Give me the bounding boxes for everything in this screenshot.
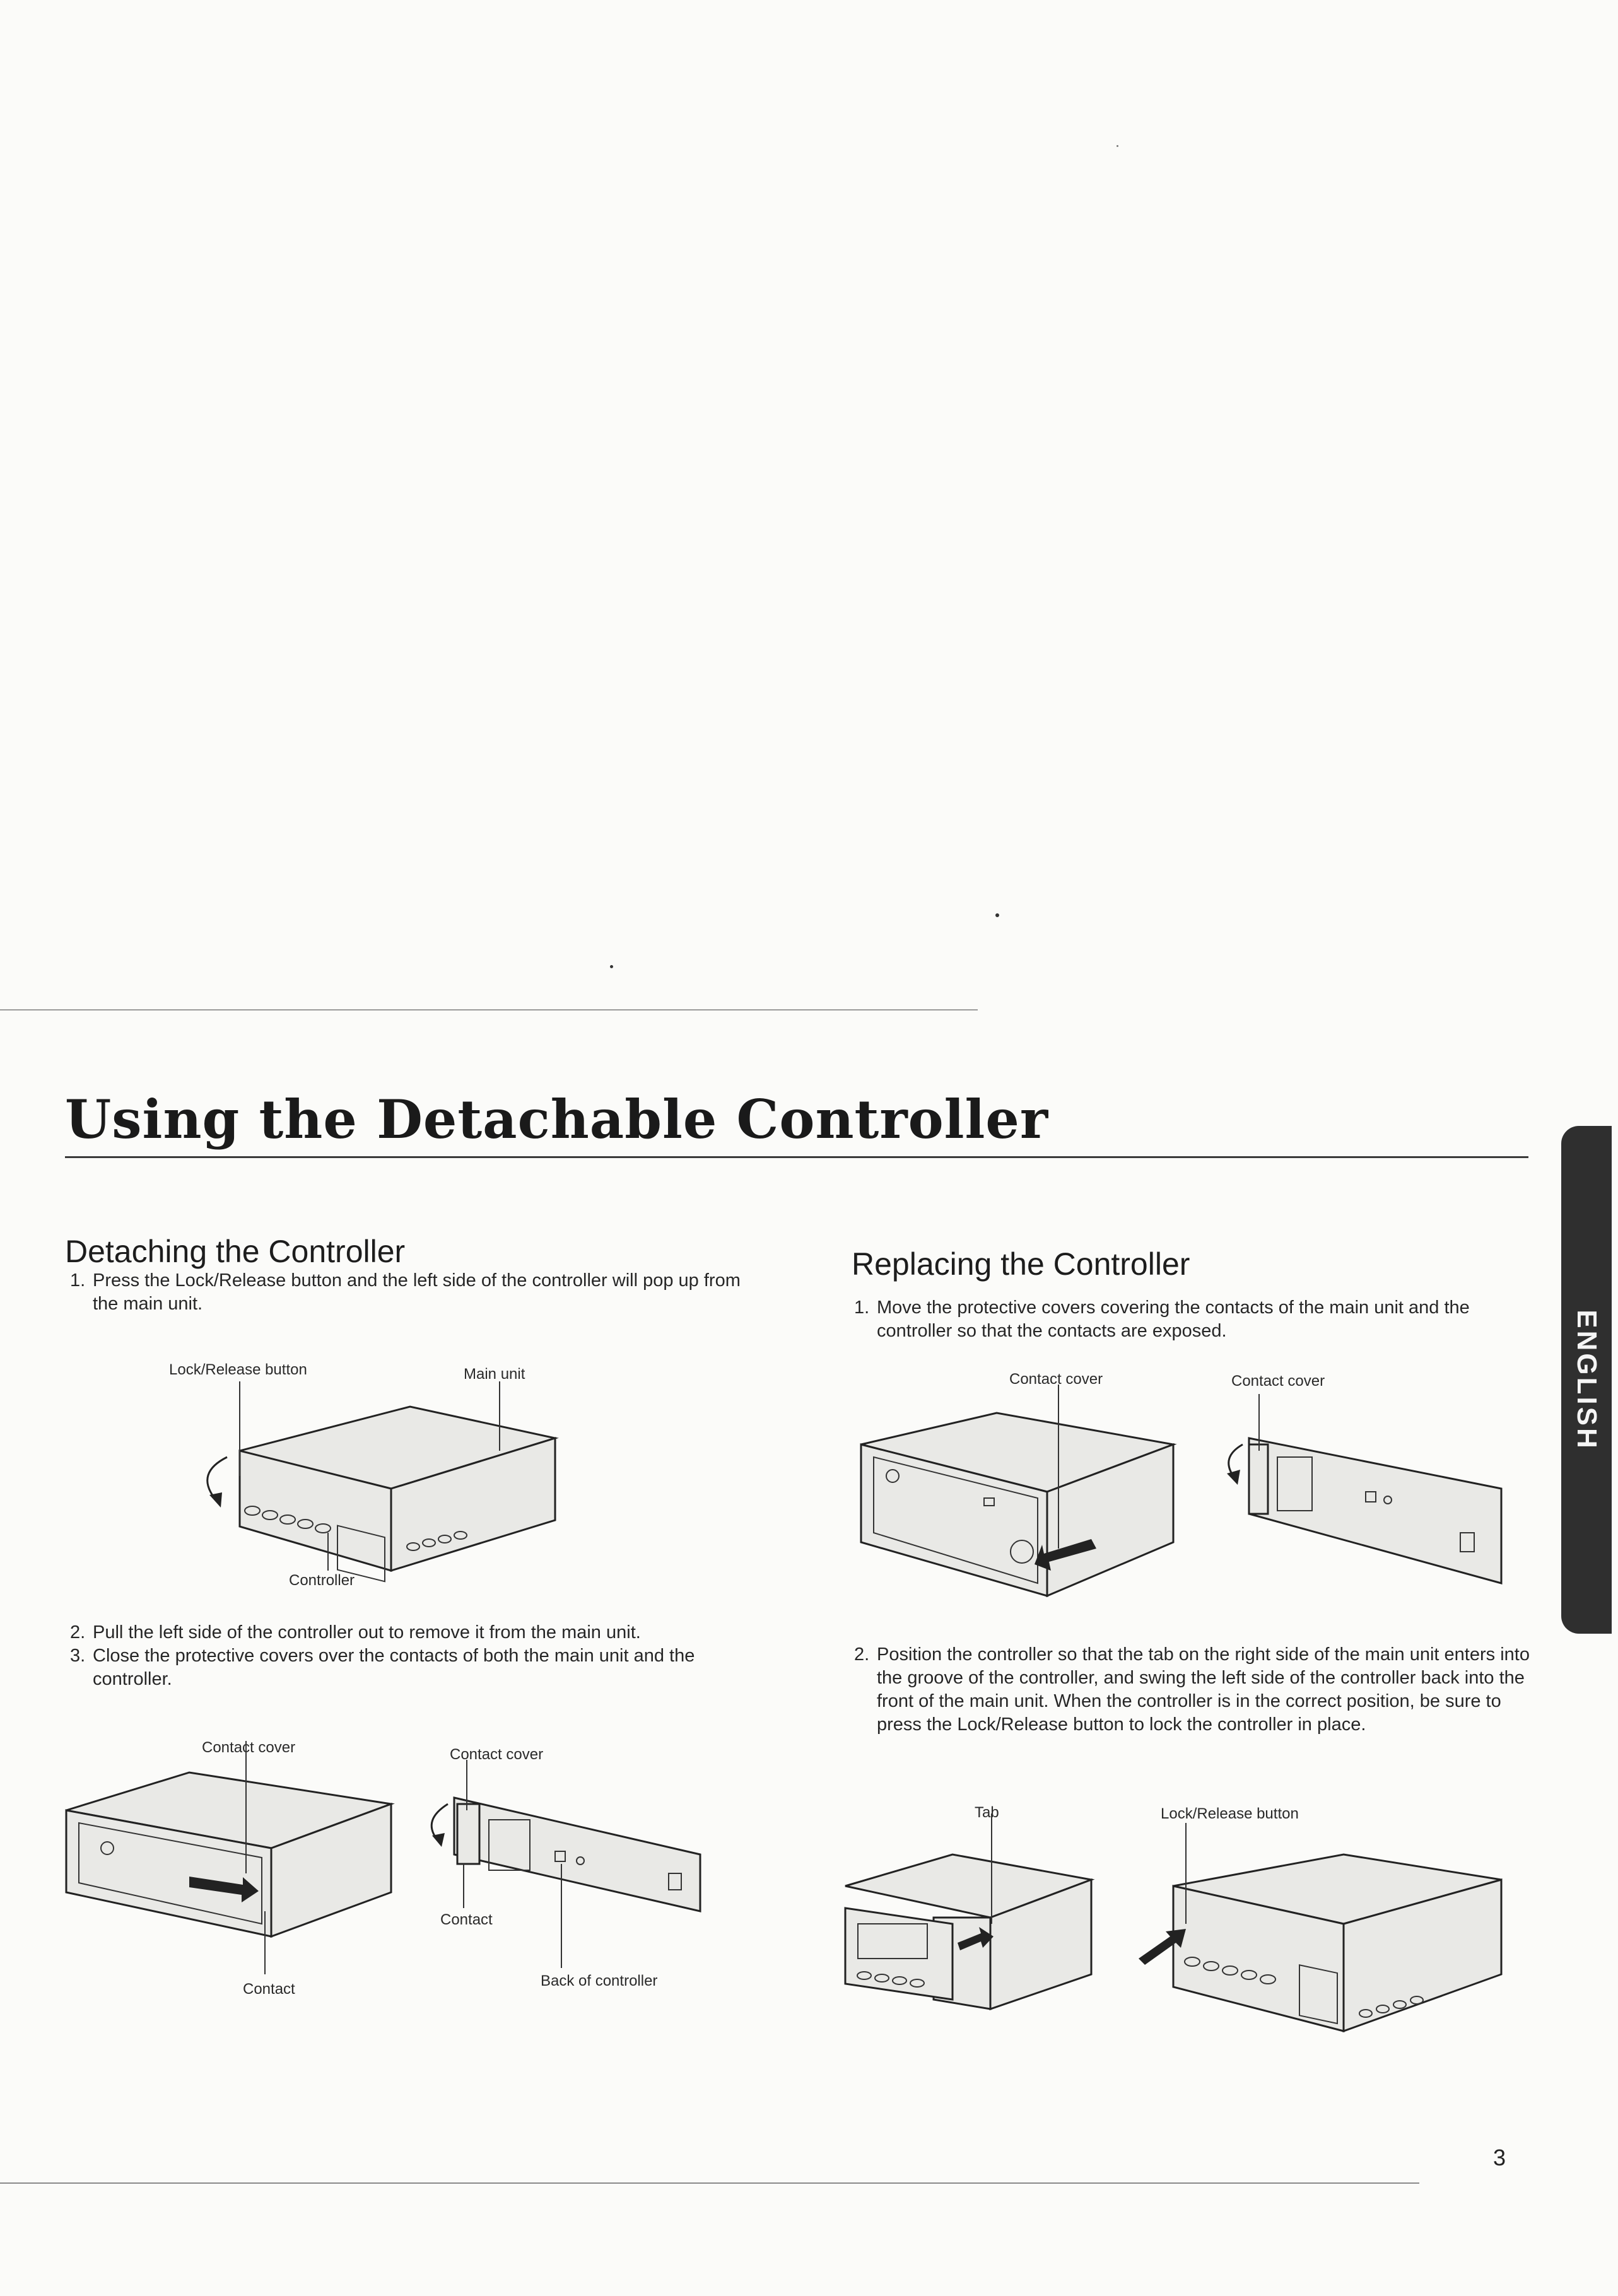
- scan-line-bottom: [0, 2182, 1419, 2184]
- figure-detach-controller-back: [429, 1785, 713, 1949]
- controller-swing: [845, 1908, 953, 2000]
- step-number: 2.: [854, 1644, 870, 1665]
- step-text: Close the protective covers over the contacts of both the main unit and the controller.: [93, 1646, 695, 1689]
- step-text: Pull the left side of the controller out to remove it from the main unit.: [93, 1622, 641, 1643]
- page-title: Using the Detachable Controller: [65, 1088, 1049, 1151]
- step-number: 2.: [70, 1622, 86, 1643]
- label-lock-release-button: Lock/Release button: [169, 1361, 307, 1378]
- step-number: 1.: [70, 1270, 86, 1291]
- detaching-step-3: [70, 1644, 746, 1691]
- controller-body: [454, 1798, 700, 1911]
- label-contact-cover-2: Contact cover: [1231, 1373, 1325, 1390]
- figure-replace-main-unit: [858, 1410, 1186, 1605]
- label-contact-cover-1: Contact cover: [202, 1739, 296, 1756]
- figure-detach-press-release: [202, 1381, 580, 1590]
- scan-speck: [995, 913, 999, 917]
- figure-replace-tab: [845, 1829, 1098, 2012]
- label-controller: Controller: [289, 1572, 355, 1589]
- controller-contact-cover: [1249, 1444, 1268, 1514]
- language-tab: [1561, 1126, 1612, 1634]
- label-tab: Tab: [975, 1804, 999, 1821]
- label-lock-release-button: Lock/Release button: [1161, 1805, 1299, 1822]
- step-text: Press the Lock/Release button and the left side of the controller will pop up from the main unit.: [93, 1270, 741, 1314]
- figure-detach-main-unit: [63, 1766, 404, 1981]
- label-contact-cover-1: Contact cover: [1009, 1371, 1103, 1388]
- step-number: 1.: [854, 1297, 870, 1318]
- detaching-step-1: [70, 1269, 746, 1316]
- detaching-step-2: [70, 1621, 746, 1644]
- label-contact-1: Contact: [440, 1911, 493, 1928]
- title-underline: [65, 1156, 1528, 1158]
- replacing-heading: Replacing the Controller: [852, 1246, 1190, 1282]
- step-text: Move the protective covers covering the contacts of the main unit and the controller so that the contacts are exposed.: [877, 1297, 1470, 1341]
- label-contact-cover-2: Contact cover: [450, 1746, 544, 1763]
- controller-contact-cover: [457, 1804, 479, 1864]
- scan-speck: [610, 965, 613, 968]
- replacing-step-1: [854, 1296, 1536, 1343]
- language-tab-label: ENGLISH: [1571, 1309, 1602, 1451]
- step-text: Position the controller so that the tab on the right side of the main unit enters into the groove of the controller, and swing the left side of the controller back into the front of the main unit. When the controller is in the correct position, be sure to press the Lock/Release button to lock the controller in place.: [877, 1644, 1530, 1735]
- step-number: 3.: [70, 1646, 86, 1666]
- scan-speck: [1117, 145, 1118, 147]
- scan-line-top: [0, 1009, 978, 1010]
- arrowhead-icon: [209, 1492, 222, 1508]
- label-back-of-controller: Back of controller: [541, 1972, 658, 1989]
- page-number: 3: [1493, 2145, 1506, 2170]
- figure-replace-controller: [1217, 1426, 1514, 1590]
- replacing-step-2: [854, 1643, 1536, 1737]
- label-contact-2: Contact: [243, 1981, 295, 1998]
- detaching-heading: Detaching the Controller: [65, 1234, 406, 1269]
- arrowhead-icon: [1227, 1470, 1240, 1485]
- label-main-unit: Main unit: [464, 1366, 525, 1383]
- pop-up-arrow-icon: [208, 1457, 227, 1498]
- figure-replace-lock: [1135, 1848, 1514, 2037]
- close-cover-arrow-icon: [431, 1804, 448, 1839]
